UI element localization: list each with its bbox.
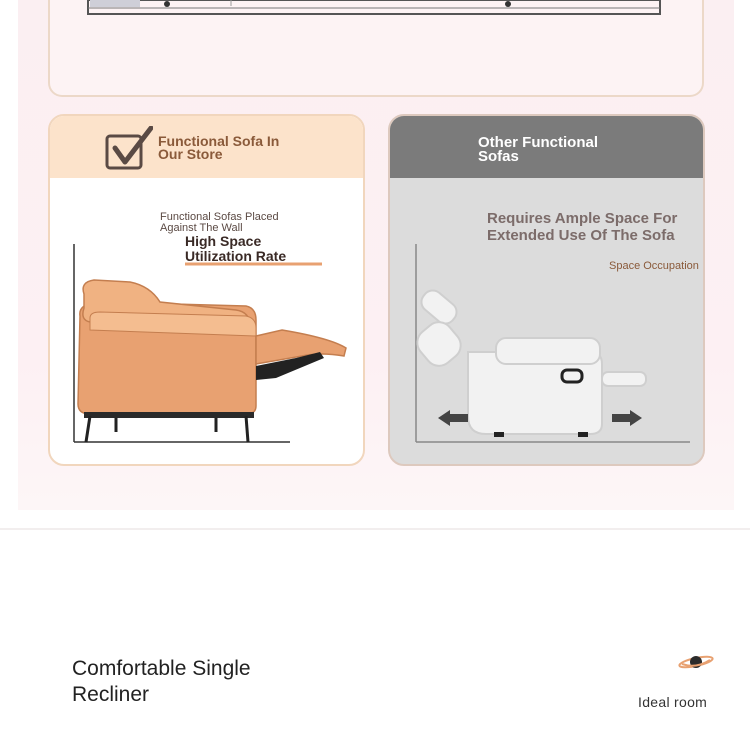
- wall-recliner-illustration: [50, 116, 365, 466]
- sofa-base-illustration: [50, 0, 706, 97]
- caption-big: High Space Utilization Rate: [185, 233, 287, 264]
- card-header-title: Other Functional Sofas: [478, 134, 598, 165]
- previous-comparison-card: [48, 0, 704, 97]
- caption-big: Requires Ample Space For Extended Use Of The Sofa: [487, 210, 678, 244]
- product-title: Comfortable Single Recliner: [72, 657, 251, 706]
- space-recliner-illustration: [390, 116, 705, 466]
- comparison-section: [18, 0, 734, 510]
- caption-small: Functional Sofas Placed Against The Wall: [160, 211, 279, 234]
- our-store-card: [48, 114, 365, 466]
- section-divider: [0, 528, 750, 530]
- card-header-title: Functional Sofa In Our Store: [158, 133, 280, 162]
- planet-icon: [676, 650, 716, 674]
- caption-small: Space Occupation: [609, 260, 699, 272]
- brand-name: Ideal room: [638, 694, 708, 710]
- other-sofas-card: [388, 114, 705, 466]
